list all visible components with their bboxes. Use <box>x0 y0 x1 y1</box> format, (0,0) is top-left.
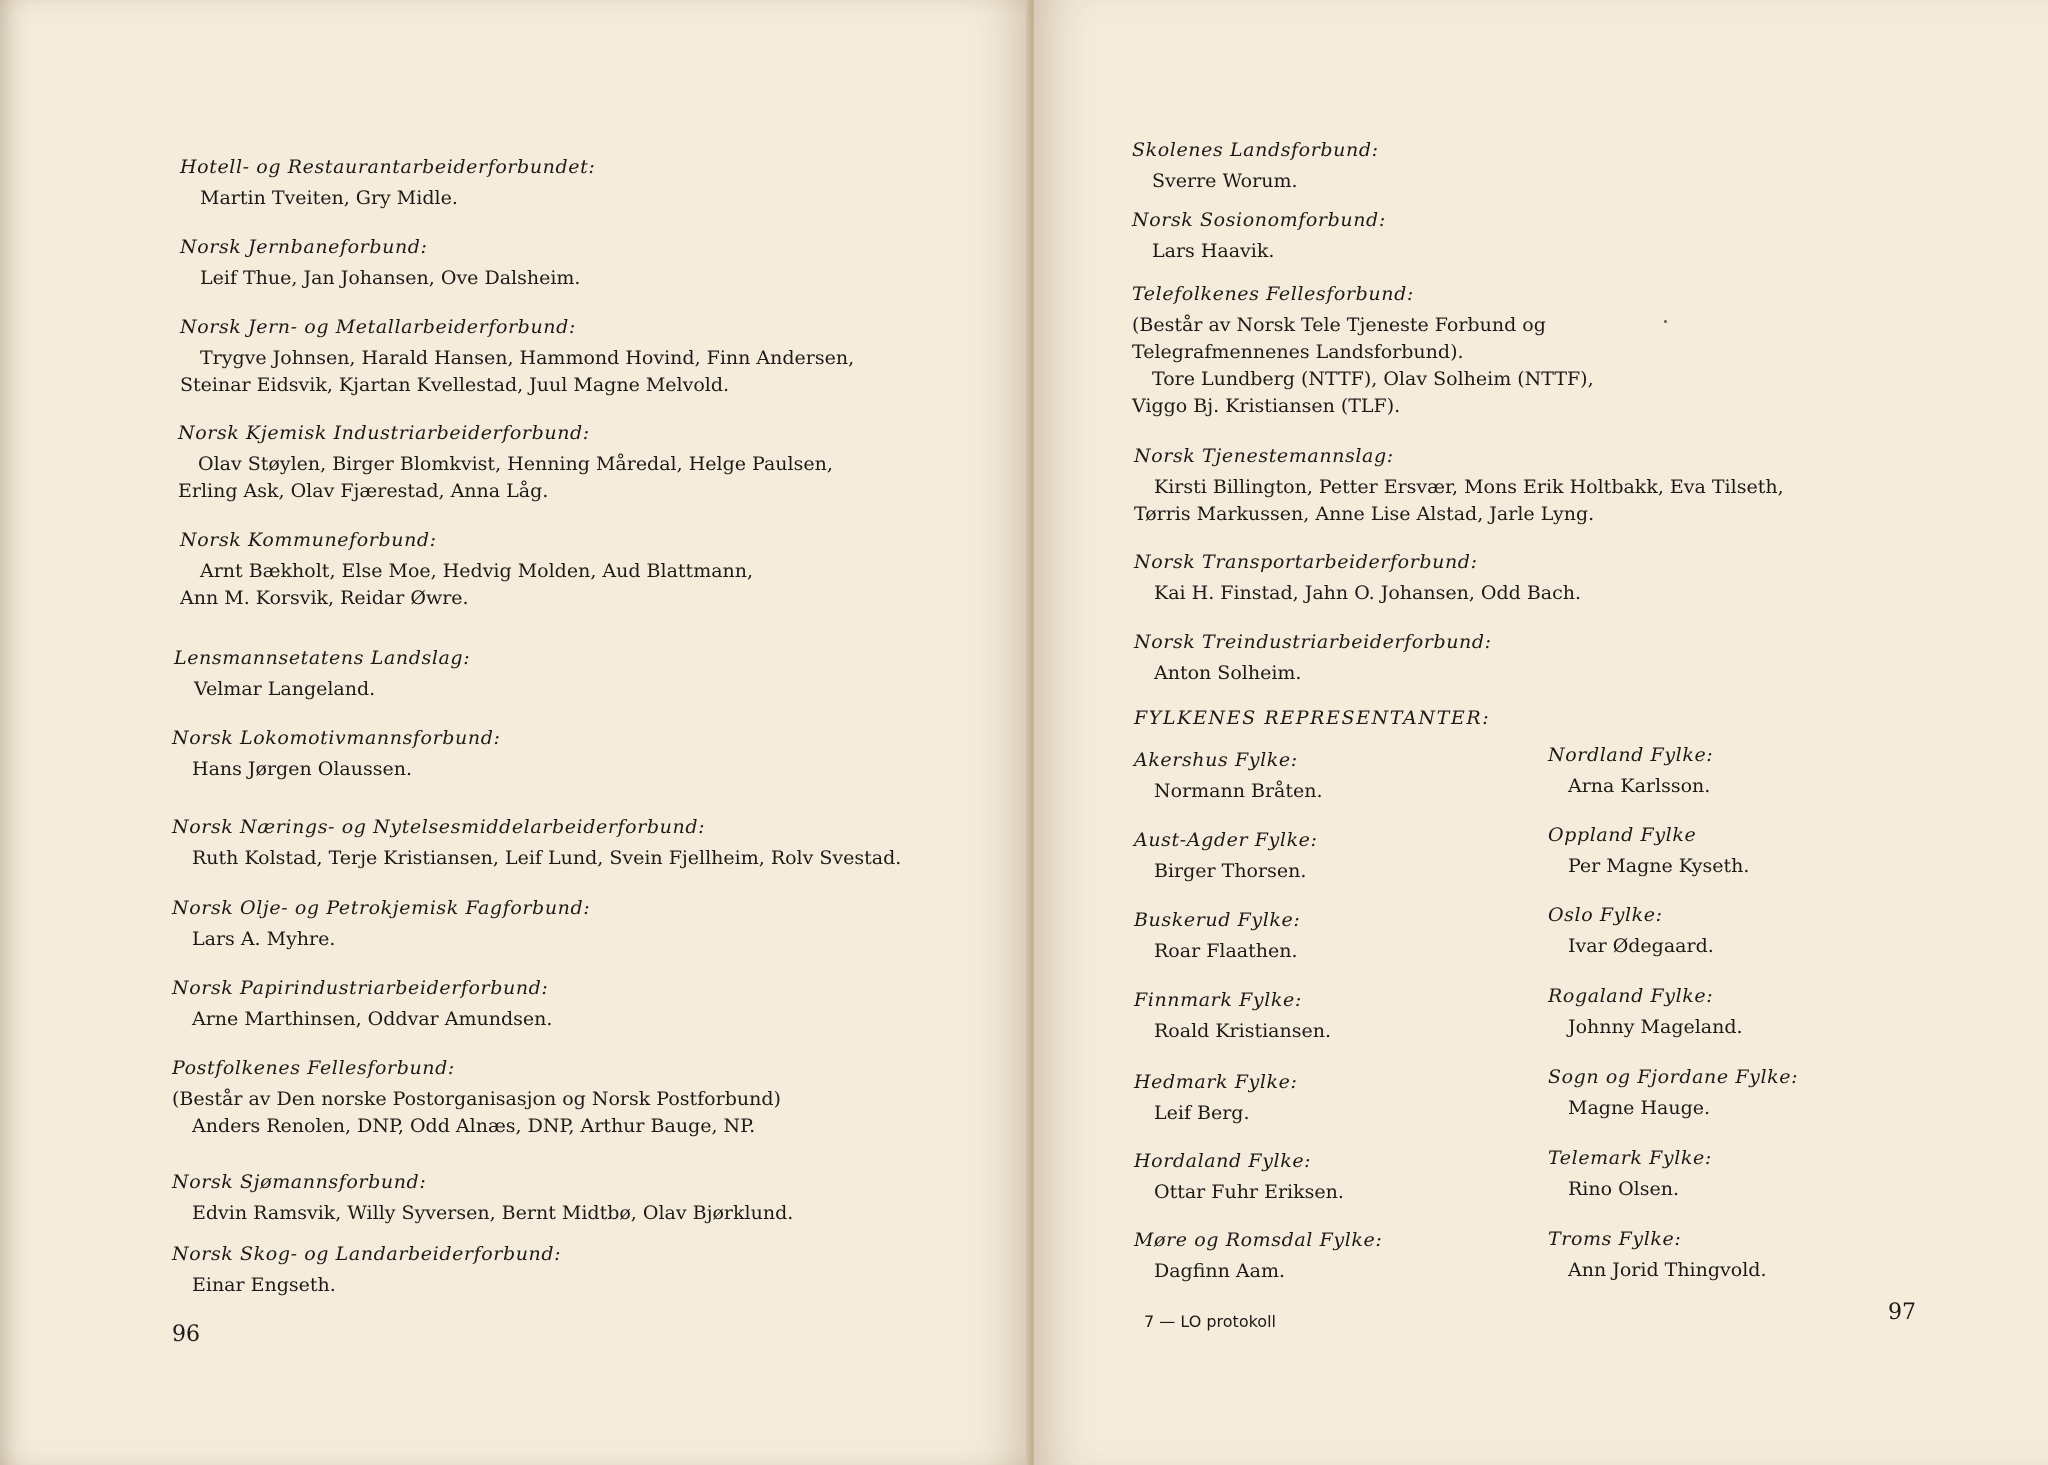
county-names-line: Ivar Ødegaard. <box>1568 935 1714 957</box>
union-heading: Norsk Kjemisk Industriarbeiderforbund: <box>178 422 590 444</box>
union-entry <box>172 1173 793 1227</box>
union-entry <box>180 238 580 292</box>
union-heading: Norsk Nærings- og Nytelsesmiddelarbeiderforbund: <box>172 816 706 838</box>
union-heading: Norsk Lokomotivmannsforbund: <box>172 727 501 749</box>
county-names-line: Magne Hauge. <box>1568 1097 1711 1119</box>
county-heading: Buskerud Fylke: <box>1134 909 1301 931</box>
union-names-line: Ann M. Korsvik, Reidar Øwre. <box>180 587 469 609</box>
union-entry <box>180 158 595 212</box>
county-entry <box>1134 911 1300 965</box>
county-heading: Møre og Romsdal Fylke: <box>1134 1229 1383 1251</box>
county-entry <box>1548 1068 1798 1122</box>
county-heading: Nordland Fylke: <box>1548 744 1714 766</box>
county-entry <box>1134 1231 1382 1285</box>
union-entry <box>172 1245 561 1299</box>
county-heading: Telemark Fylke: <box>1548 1147 1712 1169</box>
union-entry <box>172 729 500 783</box>
union-heading: Telefolkenes Fellesforbund: <box>1132 283 1414 305</box>
county-entry <box>1134 751 1323 805</box>
county-entry <box>1134 1152 1344 1206</box>
union-heading: Norsk Papirindustriarbeiderforbund: <box>172 977 549 999</box>
county-names-line: Ottar Fuhr Eriksen. <box>1154 1181 1344 1203</box>
union-heading: Norsk Tjenestemannslag: <box>1134 445 1394 467</box>
section-title: FYLKENES REPRESENTANTER: <box>1134 707 1491 729</box>
union-names-line: Velmar Langeland. <box>194 678 376 700</box>
county-names-line: Roar Flaathen. <box>1154 940 1298 962</box>
county-names-line: Leif Berg. <box>1154 1102 1250 1124</box>
union-entry <box>1134 447 1784 528</box>
union-entry <box>172 899 590 953</box>
union-names-line: Anton Solheim. <box>1154 662 1302 684</box>
county-entry <box>1134 991 1331 1045</box>
union-entry <box>174 649 470 703</box>
union-names-line: Viggo Bj. Kristiansen (TLF). <box>1132 395 1401 417</box>
county-entry <box>1548 987 1743 1041</box>
union-names-line: Arne Marthinsen, Oddvar Amundsen. <box>192 1008 553 1030</box>
union-entry <box>180 318 854 399</box>
union-entry <box>172 1059 781 1140</box>
union-entry <box>1132 141 1379 195</box>
county-heading: Aust-Agder Fylke: <box>1134 829 1318 851</box>
union-heading: Hotell- og Restaurantarbeiderforbundet: <box>180 156 596 178</box>
county-heading: Akershus Fylke: <box>1134 749 1298 771</box>
union-entry <box>1132 285 1594 420</box>
union-names-line: Kai H. Finstad, Jahn O. Johansen, Odd Bach. <box>1154 582 1582 604</box>
union-heading: Lensmannsetatens Landslag: <box>174 647 471 669</box>
county-heading: Rogaland Fylke: <box>1548 985 1714 1007</box>
union-names-line: Arnt Bækholt, Else Moe, Hedvig Molden, Aud Blattmann, <box>200 560 754 582</box>
county-heading: Troms Fylke: <box>1548 1228 1682 1250</box>
union-heading: Norsk Olje- og Petrokjemisk Fagforbund: <box>172 897 591 919</box>
county-heading: Hedmark Fylke: <box>1134 1071 1298 1093</box>
union-heading: Norsk Sosionomforbund: <box>1132 209 1386 231</box>
page-number-right: 97 <box>1888 1300 1916 1325</box>
union-names-line: Edvin Ramsvik, Willy Syversen, Bernt Midtbø, Olav Bjørklund. <box>192 1202 794 1224</box>
union-names-line: Tørris Markussen, Anne Lise Alstad, Jarle Lyng. <box>1134 503 1595 525</box>
union-entry <box>172 818 901 872</box>
county-names-line: Normann Bråten. <box>1154 780 1323 802</box>
union-names-line: (Består av Norsk Tele Tjeneste Forbund og <box>1132 314 1546 336</box>
union-entry <box>1132 211 1386 265</box>
county-heading: Oppland Fylke <box>1548 824 1697 846</box>
union-names-line: Einar Engseth. <box>192 1274 336 1296</box>
county-heading: Sogn og Fjordane Fylke: <box>1548 1066 1799 1088</box>
county-entry <box>1134 1073 1298 1127</box>
county-heading: Finnmark Fylke: <box>1134 989 1302 1011</box>
paper-speck <box>1664 320 1667 323</box>
county-entry <box>1548 1149 1712 1203</box>
right-page <box>1034 0 2048 1465</box>
union-heading: Norsk Jern- og Metallarbeiderforbund: <box>180 316 576 338</box>
union-names-line: Trygve Johnsen, Harald Hansen, Hammond Hovind, Finn Andersen, <box>200 347 855 369</box>
county-entry <box>1548 1230 1767 1284</box>
union-entry <box>178 424 833 505</box>
page-number-left: 96 <box>172 1322 200 1347</box>
county-heading: Hordaland Fylke: <box>1134 1150 1312 1172</box>
county-names-line: Dagfinn Aam. <box>1154 1260 1286 1282</box>
union-heading: Norsk Kommuneforbund: <box>180 529 437 551</box>
county-names-line: Roald Kristiansen. <box>1154 1020 1332 1042</box>
union-entry <box>172 979 552 1033</box>
union-heading: Postfolkenes Fellesforbund: <box>172 1057 455 1079</box>
union-names-line: Ruth Kolstad, Terje Kristiansen, Leif Lund, Svein Fjellheim, Rolv Svestad. <box>192 847 902 869</box>
union-names-line: Lars A. Myhre. <box>192 928 336 950</box>
union-names-line: Steinar Eidsvik, Kjartan Kvellestad, Juul Magne Melvold. <box>180 374 730 396</box>
union-names-line: (Består av Den norske Postorganisasjon og Norsk Postforbund) <box>172 1088 781 1110</box>
union-entry <box>1134 633 1492 687</box>
union-heading: Norsk Jernbaneforbund: <box>180 236 428 258</box>
union-entry <box>1134 553 1581 607</box>
union-heading: Norsk Treindustriarbeiderforbund: <box>1134 631 1492 653</box>
union-heading: Norsk Skog- og Landarbeiderforbund: <box>172 1243 562 1265</box>
county-entry <box>1548 906 1714 960</box>
union-names-line: Tore Lundberg (NTTF), Olav Solheim (NTTF), <box>1152 368 1594 390</box>
union-names-line: Martin Tveiten, Gry Midle. <box>200 187 458 209</box>
union-names-line: Erling Ask, Olav Fjærestad, Anna Låg. <box>178 480 549 502</box>
county-names-line: Rino Olsen. <box>1568 1178 1680 1200</box>
county-heading: Oslo Fylke: <box>1548 904 1663 926</box>
union-names-line: Hans Jørgen Olaussen. <box>192 758 412 780</box>
union-heading: Norsk Sjømannsforbund: <box>172 1171 427 1193</box>
union-names-line: Lars Haavik. <box>1152 240 1275 262</box>
union-names-line: Telegrafmennenes Landsforbund). <box>1132 341 1464 363</box>
county-names-line: Birger Thorsen. <box>1154 860 1307 882</box>
county-entry <box>1548 826 1749 880</box>
page-footer: 7 — LO protokoll <box>1144 1312 1276 1331</box>
county-entry <box>1134 831 1318 885</box>
county-names-line: Johnny Mageland. <box>1568 1016 1743 1038</box>
union-names-line: Sverre Worum. <box>1152 170 1298 192</box>
union-names-line: Kirsti Billington, Petter Ersvær, Mons Erik Holtbakk, Eva Tilseth, <box>1154 476 1784 498</box>
union-names-line: Olav Støylen, Birger Blomkvist, Henning Måredal, Helge Paulsen, <box>198 453 833 475</box>
union-heading: Norsk Transportarbeiderforbund: <box>1134 551 1478 573</box>
union-entry <box>180 531 753 612</box>
county-entry <box>1548 746 1713 800</box>
union-names-line: Leif Thue, Jan Johansen, Ove Dalsheim. <box>200 267 581 289</box>
county-names-line: Arna Karlsson. <box>1568 775 1711 797</box>
union-names-line: Anders Renolen, DNP, Odd Alnæs, DNP, Arthur Bauge, NP. <box>192 1115 756 1137</box>
county-names-line: Ann Jorid Thingvold. <box>1568 1259 1767 1281</box>
county-names-line: Per Magne Kyseth. <box>1568 855 1750 877</box>
union-heading: Skolenes Landsforbund: <box>1132 139 1379 161</box>
